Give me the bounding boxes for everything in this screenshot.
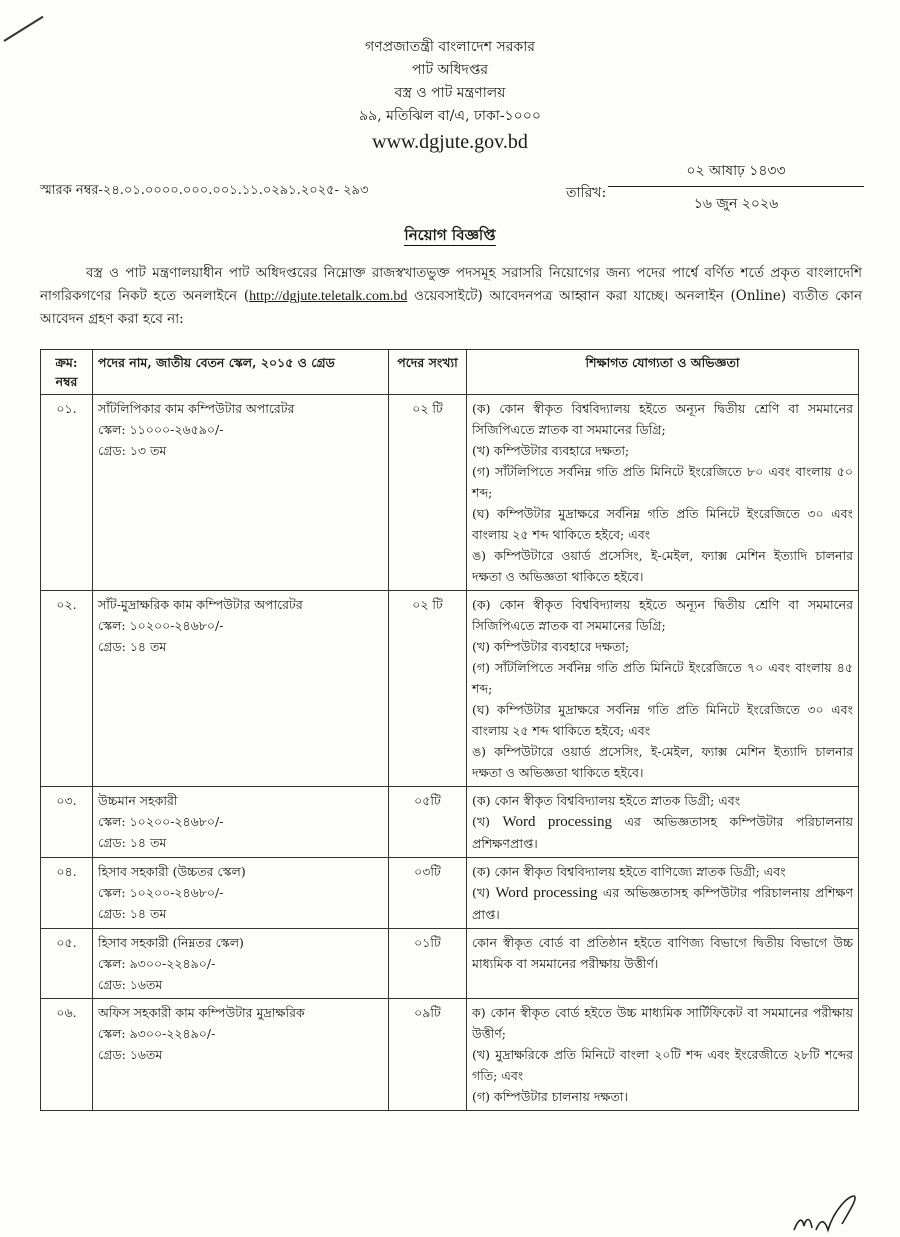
pay-grade: গ্রেড: ১৪ তম — [98, 639, 167, 654]
post-name: হিসাব সহকারী (উচ্চতর স্কেল) — [98, 864, 246, 879]
table-row — [41, 929, 859, 999]
qualification-item: (ক) কোন স্বীকৃত বিশ্ববিদ্যালয় হইতে বাণিজ্যে স্নাতক ডিগ্রী; এবং — [472, 864, 786, 879]
qualification-english-term: Word processing — [495, 885, 598, 901]
qualification-item: ঙ) কম্পিউটারে ওয়ার্ড প্রসেসিং, ই-মেইল, ফ্যাক্স মেশিন ইত্যাদি চালনার দক্ষতা ও অভিজ্ঞতা থাকিতে হইবে। — [472, 744, 853, 780]
post-cell — [93, 591, 389, 787]
qualification-item: ঙ) কম্পিউটারে ওয়ার্ড প্রসেসিং, ই-মেইল, ফ্যাক্স মেশিন ইত্যাদি চালনার দক্ষতা ও অভিজ্ঞতা থাকিতে হইবে। — [472, 548, 853, 584]
department-name: পাট অধিদপ্তর — [411, 62, 489, 78]
serial-cell: ০৩. — [41, 787, 93, 858]
post-count-cell: ০৫টি — [389, 787, 467, 858]
serial-cell: ০৪. — [41, 858, 93, 929]
qualification-prefix: (খ) — [472, 814, 503, 829]
qualification-item: (খ) মুদ্রাক্ষরিকে প্রতি মিনিটে বাংলা ২০টি শব্দ এবং ইংরেজীতে ২৮টি শব্দের গতি; এবং — [472, 1047, 853, 1083]
table-row — [41, 787, 859, 858]
pay-grade: গ্রেড: ১৬তম — [98, 977, 163, 992]
handwritten-signature — [790, 1190, 860, 1234]
post-name: সাঁট-মুদ্রাক্ষরিক কাম কম্পিউটার অপারেটর — [98, 597, 303, 612]
qualification-item — [472, 811, 853, 854]
date-divider — [608, 186, 864, 187]
qualification-item: (ক) কোন স্বীকৃত বিশ্ববিদ্যালয় হইতে স্নাতক ডিগ্রী; এবং — [472, 793, 741, 808]
office-address: ৯৯, মতিঝিল বা/এ, ঢাকা-১০০০ — [359, 108, 541, 124]
memo-number: স্মারক নম্বর-২৪.০১.০০০০.০০০.০০১.১১.০২৯১.২০২৫- ২৯৩ — [40, 183, 369, 198]
table-row — [41, 858, 859, 929]
intro-text-start: বস্ত্র ও পাট মন্ত্রণালয়াধীন পাট অধিদপ্তরের নিম্নোক্ত রাজস্বখাতভুক্ত পদসমূহ সরাসরি নিয়োগের জন্য পদের পার্শ্বে বর্ণিত শর্তে প্রকৃত বাংলাদেশি নাগরিকগণের নিকট হতে অনলাইনে ( — [40, 265, 862, 304]
qualification-item: কোন স্বীকৃত বোর্ড বা প্রতিষ্ঠান হইতে বাণিজ্য বিভাগে দ্বিতীয় বিভাগে উচ্চ মাধ্যমিক বা সমমানের পরীক্ষায় উত্তীর্ণ। — [472, 935, 853, 971]
qualification-item: (ক) কোন স্বীকৃত বিশ্ববিদ্যালয় হইতে অন্যূন দ্বিতীয় শ্রেণি বা সমমানের সিজিপিএতে স্নাতক বা সমমানের ডিগ্রি; — [472, 401, 853, 437]
letterhead — [0, 36, 900, 156]
qualification-item: ক) কোন স্বীকৃত বোর্ড হইতে উচ্চ মাধ্যমিক সার্টিফিকেট বা সমমানের পরীক্ষায় উত্তীর্ণ; — [472, 1005, 853, 1041]
govt-name: গণপ্রজাতন্ত্রী বাংলাদেশ সরকার — [365, 39, 535, 55]
pay-scale: স্কেল: ৯৩০০-২২৪৯০/- — [98, 1026, 216, 1041]
post-cell — [93, 787, 389, 858]
qualification-suffix: এর অভিজ্ঞতাসহ কম্পিউটার পরিচালনায় প্রশিক্ষণ প্রাপ্ত। — [472, 885, 854, 922]
pay-scale: স্কেল: ১০২০০-২৪৬৮০/- — [98, 885, 224, 900]
date-english: ১৬ জুন ২০২৬ — [693, 196, 779, 212]
pay-grade: গ্রেড: ১৬তম — [98, 1047, 163, 1062]
date-bangla: ০২ আষাঢ় ১৪৩৩ — [686, 163, 786, 179]
qualification-item: (খ) কম্পিউটার ব্যবহারে দক্ষতা; — [472, 443, 630, 458]
post-count-cell: ০২ টি — [389, 395, 467, 591]
qualification-cell — [467, 858, 859, 929]
post-name: উচ্চমান সহকারী — [98, 793, 178, 808]
post-count-cell: ০৩টি — [389, 858, 467, 929]
post-cell — [93, 999, 389, 1111]
qualification-english-term: Word processing — [502, 814, 612, 830]
post-cell — [93, 929, 389, 999]
post-cell — [93, 858, 389, 929]
date-label: তারিখ: — [566, 185, 607, 201]
qualification-item: (গ) সাঁটলিপিতে সর্বনিম্ন গতি প্রতি মিনিটে ইংরেজিতে ৮০ এবং বাংলায় ৫০ শব্দ; — [472, 464, 853, 500]
pay-grade: গ্রেড: ১৪ তম — [98, 835, 167, 850]
intro-text-end: ওয়েবসাইটে) আবেদনপত্র আহ্বান করা যাচ্ছে। অনলাইন (Online) ব্যতীত কোন আবেদন গ্রহণ করা হবে না: — [40, 288, 862, 327]
post-name: সাঁটলিপিকার কাম কম্পিউটার অপারেটর — [98, 401, 295, 416]
pay-scale: স্কেল: ৯৩০০-২২৪৯০/- — [98, 956, 216, 971]
table-header-row — [41, 350, 859, 395]
table-row — [41, 395, 859, 591]
table-row — [41, 591, 859, 787]
ministry-name: বস্ত্র ও পাট মন্ত্রণালয় — [394, 85, 506, 101]
serial-cell: ০৬. — [41, 999, 93, 1111]
qualification-cell — [467, 591, 859, 787]
qualification-item: (খ) কম্পিউটার ব্যবহারে দক্ষতা; — [472, 639, 630, 654]
serial-cell: ০২. — [41, 591, 93, 787]
qualification-item: (গ) সাঁটলিপিতে সর্বনিম্ন গতি প্রতি মিনিটে ইংরেজিতে ৭০ এবং বাংলায় ৪৫ শব্দ; — [472, 660, 853, 696]
serial-cell: ০১. — [41, 395, 93, 591]
qualification-item: (ক) কোন স্বীকৃত বিশ্ববিদ্যালয় হইতে অন্যূন দ্বিতীয় শ্রেণি বা সমমানের সিজিপিএতে স্নাতক বা সমমানের ডিগ্রি; — [472, 597, 853, 633]
post-name: অফিস সহকারী কাম কম্পিউটার মুদ্রাক্ষরিক — [98, 1005, 305, 1020]
pay-scale: স্কেল: ১০২০০-২৪৬৮০/- — [98, 814, 224, 829]
table-row — [41, 999, 859, 1111]
qualification-item: (ঘ) কম্পিউটার মুদ্রাক্ষরে সর্বনিম্ন গতি প্রতি মিনিটে ইংরেজিতে ৩০ এবং বাংলায় ২৫ শব্দ থাকিতে হইবে; এবং — [472, 702, 853, 738]
qualification-item: (গ) কম্পিউটার চালনায় দক্ষতা। — [472, 1089, 629, 1104]
qualification-item — [472, 882, 853, 925]
pay-scale: স্কেল: ১১০০০-২৬৫৯০/- — [98, 422, 224, 437]
qualification-prefix: (খ) — [472, 885, 496, 900]
application-url-link[interactable]: http://dgjute.teletalk.com.bd — [249, 289, 408, 304]
header-count: পদের সংখ্যা — [389, 350, 467, 395]
qualification-cell — [467, 395, 859, 591]
intro-paragraph — [40, 262, 862, 331]
qualification-cell — [467, 999, 859, 1111]
post-count-cell: ০৯টি — [389, 999, 467, 1111]
header-post: পদের নাম, জাতীয় বেতন স্কেল, ২০১৫ ও গ্রেড — [93, 350, 389, 395]
post-count-cell: ০২ টি — [389, 591, 467, 787]
pay-grade: গ্রেড: ১৪ তম — [98, 906, 167, 921]
website-link[interactable]: www.dgjute.gov.bd — [372, 131, 528, 153]
serial-cell: ০৫. — [41, 929, 93, 999]
qualification-cell — [467, 787, 859, 858]
notice-title: নিয়োগ বিজ্ঞপ্তি — [404, 226, 496, 244]
pay-scale: স্কেল: ১০২০০-২৪৬৮০/- — [98, 618, 224, 633]
pay-grade: গ্রেড: ১৩ তম — [98, 443, 167, 458]
date-block — [608, 160, 864, 215]
header-serial: ক্রম: নম্বর — [41, 350, 93, 395]
post-cell — [93, 395, 389, 591]
vacancy-table — [40, 349, 859, 1111]
header-qualification: শিক্ষাগত যোগ্যতা ও অভিজ্ঞতা — [467, 350, 859, 395]
post-count-cell: ০১টি — [389, 929, 467, 999]
qualification-suffix: এর অভিজ্ঞতাসহ কম্পিউটার পরিচালনায় প্রশিক্ষণপ্রাপ্ত। — [472, 814, 854, 851]
post-name: হিসাব সহকারী (নিম্নতর স্কেল) — [98, 935, 244, 950]
qualification-item: (ঘ) কম্পিউটার মুদ্রাক্ষরে সর্বনিম্ন গতি প্রতি মিনিটে ইংরেজিতে ৩০ এবং বাংলায় ২৫ শব্দ থাকিতে হইবে; এবং — [472, 506, 853, 542]
qualification-cell — [467, 929, 859, 999]
